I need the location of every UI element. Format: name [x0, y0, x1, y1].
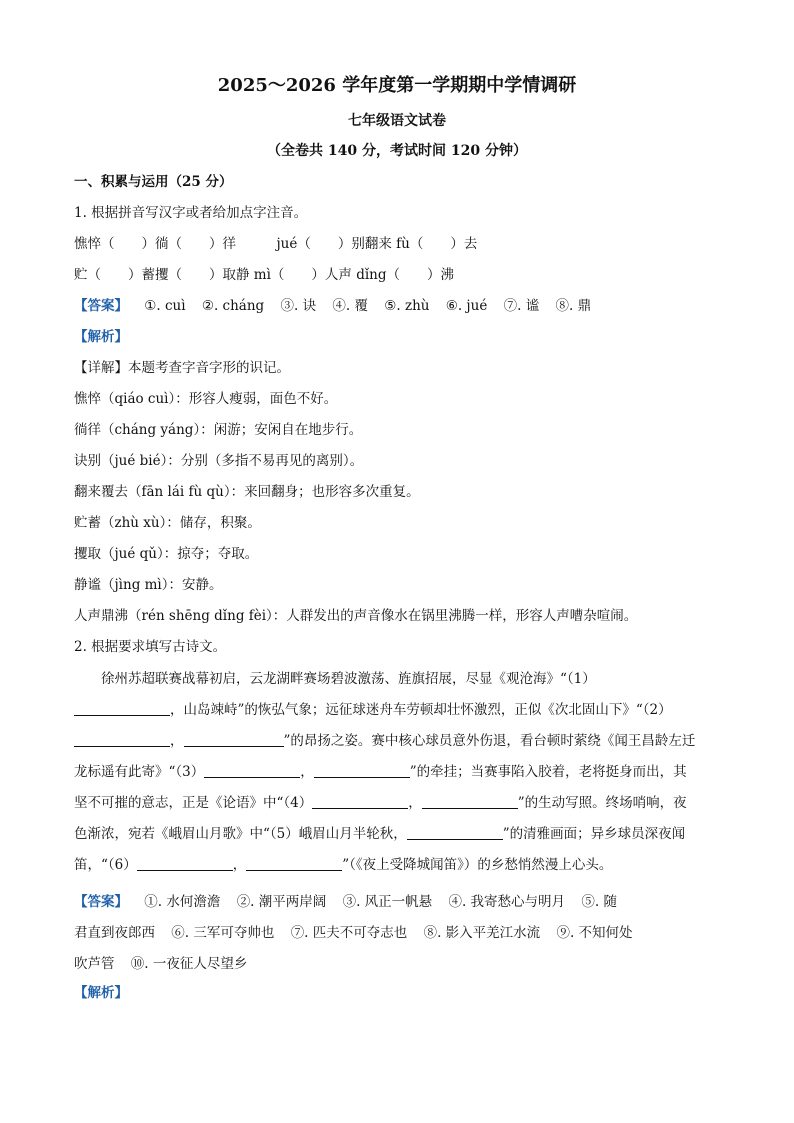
- answer-item: ⑦. 谧: [503, 298, 540, 314]
- explanation-line: 静谧（jìng mì）：安静。: [74, 577, 223, 593]
- q1-prompt: 1. 根据拼音写汉字或者给加点字注音。: [74, 205, 308, 221]
- explanation-line: 徜徉（cháng yáng）：闲游；安闲自在地步行。: [74, 422, 363, 438]
- passage-text: ”（《夜上受降城闻笛》）的乡愁悄然漫上心头。: [342, 857, 613, 873]
- detail-line: 【详解】本题考查字音字形的识记。: [74, 360, 290, 376]
- answer-item: ③. 风正一帆悬: [342, 894, 433, 910]
- answer-item: ②. cháng: [201, 298, 265, 314]
- passage-text: ，山岛竦峙”的恢弘气象；远征球迷舟车劳顿却壮怀激烈，正似《次北固山下》“（2）: [170, 702, 672, 718]
- answer-item: ①. cuì: [144, 298, 186, 314]
- answer-tag: 【答案】: [74, 894, 128, 910]
- passage-line: [74, 819, 722, 850]
- q1-line2: 贮（ ）蓄攫（ ）取静 mì（ ）人声 dǐng（ ）沸: [74, 267, 454, 283]
- explanation-line: 诀别（jué bié）：分别（多指不易再见的离别）。: [74, 453, 364, 469]
- passage-line: [74, 788, 722, 819]
- fill-blank[interactable]: [184, 732, 284, 747]
- fill-blank[interactable]: [74, 732, 170, 747]
- page-title: 2025～2026 学年度第一学期期中学情调研: [217, 75, 577, 96]
- answer-item: ⑤. 随: [581, 894, 617, 910]
- passage-text: ”的昂扬之姿。赛中核心球员意外伤退，看台顿时萦绕《闻王昌龄左迁: [283, 733, 696, 749]
- section-heading: 一、积累与运用（25 分）: [74, 174, 233, 190]
- explanation-line: 人声鼎沸（rén shēng dǐng fèi）：人群发出的声音像水在锅里沸腾一样，形容人声嘈杂喧闹。: [74, 608, 638, 624]
- fill-blank[interactable]: [74, 701, 170, 716]
- q2-answer-row: [74, 921, 722, 941]
- fill-blank[interactable]: [422, 794, 518, 809]
- passage-text: ，: [232, 857, 247, 873]
- answer-item: ④. 覆: [332, 298, 368, 314]
- fill-blank[interactable]: [246, 856, 342, 871]
- answer-item: ②. 潮平两岸阔: [236, 894, 327, 910]
- passage-text: 坚不可摧的意志，正是《论语》中“（4）: [74, 795, 313, 811]
- fill-blank[interactable]: [314, 763, 410, 778]
- fill-blank[interactable]: [204, 763, 300, 778]
- q2-passage: [74, 664, 722, 881]
- explanation-line: 翻来覆去（fān lái fù qù）：来回翻身；也形容多次重复。: [74, 484, 420, 500]
- answer-tag: 【答案】: [74, 298, 128, 314]
- answer-item: 君直到夜郎西: [74, 925, 155, 941]
- answer-item: ④. 我寄愁心与明月: [448, 894, 566, 910]
- answer-item: ⑥. 三军可夺帅也: [171, 925, 275, 941]
- fill-blank[interactable]: [407, 825, 503, 840]
- q1-answer-row: [74, 296, 591, 316]
- exam-note: （全卷共 140 分，考试时间 120 分钟）: [267, 143, 527, 159]
- answer-item: ⑧. 鼎: [555, 298, 592, 314]
- answer-item: ⑩. 一夜征人尽望乡: [130, 956, 248, 972]
- answer-item: ①. 水何澹澹: [144, 894, 221, 910]
- passage-line: [74, 695, 722, 726]
- analysis-tag: 【解析】: [74, 329, 128, 345]
- answer-item: ⑦. 匹夫不可夺志也: [290, 925, 408, 941]
- q1-line1: 憔悴（ ）徜（ ）徉 jué（ ）别翻来 fù（ ）去: [74, 236, 478, 252]
- passage-line: [74, 726, 722, 757]
- q2-prompt: 2. 根据要求填写古诗文。: [74, 639, 227, 655]
- answer-item: ⑧. 影入平羌江水流: [423, 925, 541, 941]
- explanation-line: 憔悴（qiáo cuì）：形容人瘦弱，面色不好。: [74, 391, 338, 407]
- q2-answer-row: [74, 890, 722, 910]
- answer-item: ③. 诀: [280, 298, 317, 314]
- analysis-tag: 【解析】: [74, 985, 128, 1001]
- passage-line: [74, 757, 722, 788]
- passage-text: ，: [300, 764, 314, 780]
- fill-blank[interactable]: [137, 856, 233, 871]
- fill-blank[interactable]: [312, 794, 408, 809]
- passage-text: ”的生动写照。终场哨响，夜: [517, 795, 687, 811]
- page-subtitle: 七年级语文试卷: [348, 113, 446, 129]
- passage-line: [74, 850, 722, 881]
- passage-text: ，: [408, 795, 422, 811]
- passage-text: ”的清雅画面；异乡球员深夜闻: [502, 826, 686, 842]
- passage-text: 色渐浓，宛若《峨眉山月歌》中“（5）峨眉山月半轮秋，: [74, 826, 407, 842]
- passage-text: ，: [170, 733, 184, 749]
- passage-line: 徐州苏超联赛战幕初启，云龙湖畔赛场碧波激荡、旌旗招展，尽显《观沧海》“（1）: [101, 671, 596, 687]
- passage-text: 笛，“（6）: [74, 857, 137, 873]
- explanation-line: 攫取（jué qǔ）：掠夺；夺取。: [74, 546, 259, 562]
- explanation-line: 贮蓄（zhù xù）：储存，积聚。: [74, 515, 261, 531]
- passage-text: 龙标遥有此寄》“（3）: [74, 764, 205, 780]
- answer-item: ⑥. jué: [445, 298, 488, 314]
- q2-answer-row: [74, 952, 722, 972]
- answer-item: ⑨. 不知何处: [556, 925, 633, 941]
- passage-text: ”的牵挂；当赛事陷入胶着，老将挺身而出，其: [409, 764, 687, 780]
- answer-item: 吹芦管: [74, 956, 115, 972]
- answer-item: ⑤. zhù: [384, 298, 430, 314]
